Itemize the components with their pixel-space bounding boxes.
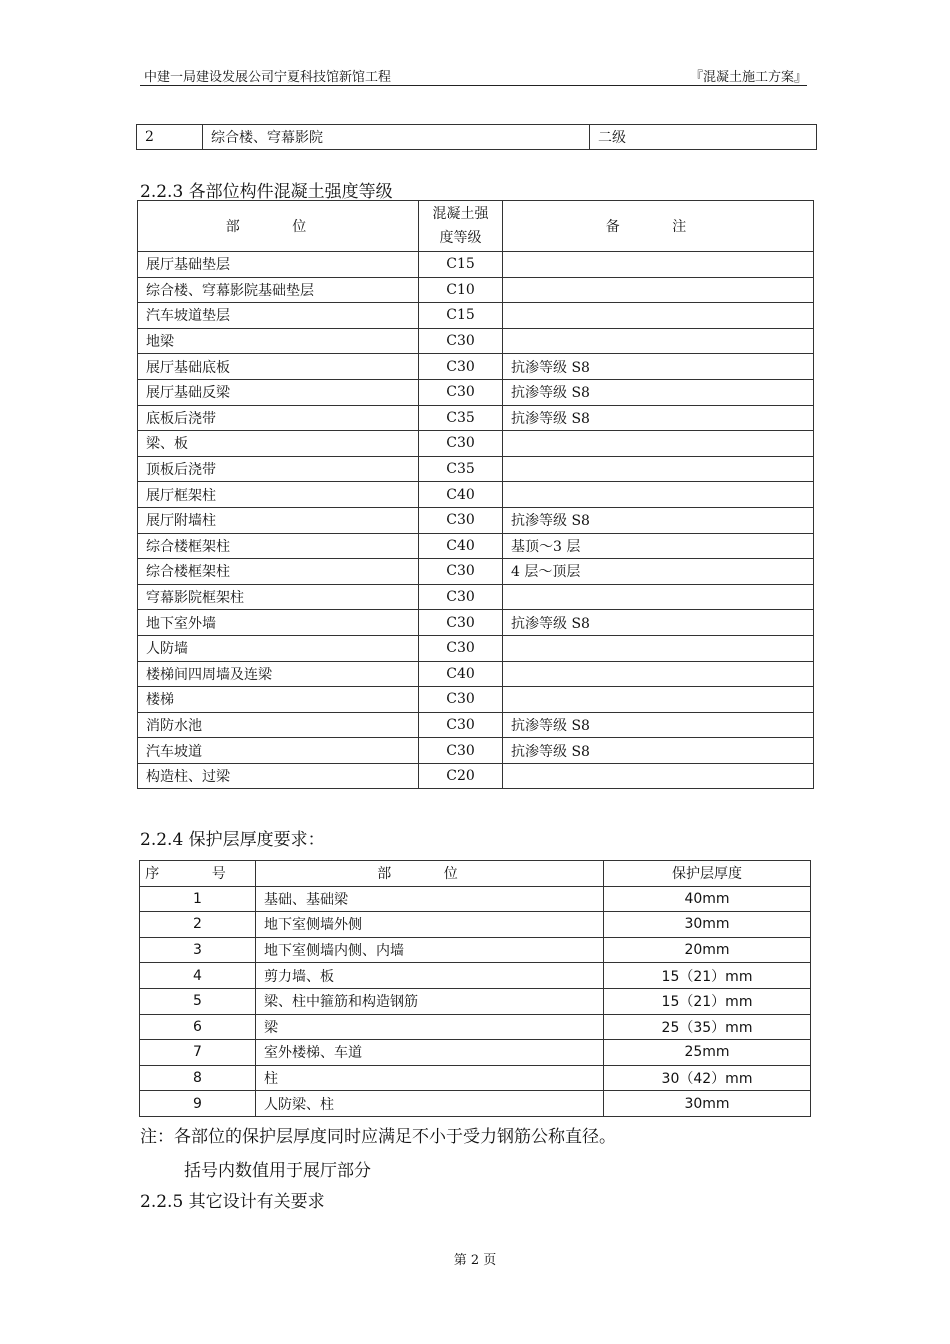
- strength-grade-cell: C30: [419, 610, 503, 636]
- table-row: [138, 533, 814, 559]
- table-row: [138, 328, 814, 354]
- strength-part-cell: 穹幕影院框架柱: [138, 584, 419, 610]
- cover-thickness-table: [139, 860, 811, 1117]
- building-grade-table: [136, 124, 817, 150]
- cover-part-cell: 地下室侧墙内侧、内墙: [256, 937, 604, 963]
- strength-grade-cell: C30: [419, 328, 503, 354]
- table-row: [138, 482, 814, 508]
- table-row: [138, 687, 814, 713]
- table-row: [138, 303, 814, 329]
- table-row: [140, 963, 811, 989]
- cover-part-cell: 基础、基础梁: [256, 886, 604, 912]
- strength-grade-cell: C40: [419, 482, 503, 508]
- cover-part-cell: 梁: [256, 1014, 604, 1040]
- cover-no-cell: 3: [140, 937, 256, 963]
- cover-part-cell: 剪力墙、板: [256, 963, 604, 989]
- cover-thickness-cell: 20mm: [604, 937, 811, 963]
- strength-grade-cell: C15: [419, 303, 503, 329]
- table-row: [138, 431, 814, 457]
- table-row: [140, 1014, 811, 1040]
- cover-thickness-cell: 15（21）mm: [604, 963, 811, 989]
- strength-note-cell: [503, 456, 814, 482]
- strength-part-cell: 综合楼、穹幕影院基础垫层: [138, 277, 419, 303]
- grade-row-no: 2: [137, 125, 203, 150]
- strength-grade-cell: C30: [419, 507, 503, 533]
- strength-grade-cell: C30: [419, 379, 503, 405]
- strength-part-cell: 楼梯间四周墙及连梁: [138, 661, 419, 687]
- strength-grade-cell: C40: [419, 533, 503, 559]
- cover-no-cell: 5: [140, 988, 256, 1014]
- header-note: 备 注: [503, 201, 814, 252]
- strength-part-cell: 综合楼框架柱: [138, 559, 419, 585]
- table-header-row: [138, 201, 814, 252]
- table-row: [138, 712, 814, 738]
- table-row: [140, 937, 811, 963]
- table-row: [138, 738, 814, 764]
- cover-thickness-cell: 25（35）mm: [604, 1014, 811, 1040]
- table-header-row: [140, 861, 811, 887]
- strength-grade-cell: C10: [419, 277, 503, 303]
- table-row: [140, 886, 811, 912]
- strength-grade-cell: C30: [419, 712, 503, 738]
- strength-note-cell: 4 层～顶层: [503, 559, 814, 585]
- concrete-strength-table: [137, 200, 814, 789]
- header-thickness: 保护层厚度: [604, 861, 811, 887]
- strength-part-cell: 底板后浇带: [138, 405, 419, 431]
- strength-note-cell: 基顶～3 层: [503, 533, 814, 559]
- cover-no-cell: 1: [140, 886, 256, 912]
- cover-thickness-cell: 40mm: [604, 886, 811, 912]
- table-row: [138, 456, 814, 482]
- strength-part-cell: 汽车坡道: [138, 738, 419, 764]
- strength-note-cell: [503, 584, 814, 610]
- cover-part-cell: 梁、柱中箍筋和构造钢筋: [256, 988, 604, 1014]
- strength-part-cell: 构造柱、过梁: [138, 763, 419, 789]
- strength-grade-cell: C30: [419, 635, 503, 661]
- strength-note-cell: [503, 661, 814, 687]
- cover-part-cell: 室外楼梯、车道: [256, 1040, 604, 1066]
- header-document-title: 『混凝土施工方案』: [689, 70, 807, 85]
- header-grade: 混凝土强 度等级: [419, 201, 503, 252]
- cover-thickness-cell: 15（21）mm: [604, 988, 811, 1014]
- strength-note-cell: [503, 763, 814, 789]
- strength-note-cell: [503, 277, 814, 303]
- strength-note-cell: 抗渗等级 S8: [503, 379, 814, 405]
- table-row: [138, 252, 814, 278]
- table-row: [138, 559, 814, 585]
- table-row: [140, 912, 811, 938]
- strength-note-cell: [503, 482, 814, 508]
- strength-part-cell: 人防墙: [138, 635, 419, 661]
- cover-thickness-cell: 30mm: [604, 1091, 811, 1117]
- strength-note-cell: 抗渗等级 S8: [503, 712, 814, 738]
- section-225-title: 2.2.5 其它设计有关要求: [140, 1192, 325, 1212]
- cover-thickness-cell: 25mm: [604, 1040, 811, 1066]
- header-part: 部 位: [256, 861, 604, 887]
- strength-note-cell: [503, 252, 814, 278]
- page-number: 第 2 页: [453, 1253, 497, 1268]
- table-row: [140, 988, 811, 1014]
- table-row: [138, 763, 814, 789]
- cover-no-cell: 9: [140, 1091, 256, 1117]
- table-row: [138, 584, 814, 610]
- cover-no-cell: 2: [140, 912, 256, 938]
- header-part: 部 位: [138, 201, 419, 252]
- strength-part-cell: 展厅基础反梁: [138, 379, 419, 405]
- strength-grade-cell: C30: [419, 559, 503, 585]
- strength-part-cell: 综合楼框架柱: [138, 533, 419, 559]
- table-row: [138, 354, 814, 380]
- strength-part-cell: 展厅框架柱: [138, 482, 419, 508]
- cover-no-cell: 8: [140, 1065, 256, 1091]
- grade-row-name: 综合楼、穹幕影院: [203, 125, 590, 150]
- table-row: [138, 405, 814, 431]
- strength-note-cell: [503, 431, 814, 457]
- strength-grade-cell: C20: [419, 763, 503, 789]
- table-row: [138, 635, 814, 661]
- section-224-title: 2.2.4 保护层厚度要求：: [140, 830, 325, 850]
- strength-note-cell: 抗渗等级 S8: [503, 507, 814, 533]
- page-header: [140, 64, 807, 86]
- strength-note-cell: 抗渗等级 S8: [503, 738, 814, 764]
- strength-part-cell: 梁、板: [138, 431, 419, 457]
- cover-thickness-cell: 30（42）mm: [604, 1065, 811, 1091]
- table-row: [138, 610, 814, 636]
- cover-no-cell: 6: [140, 1014, 256, 1040]
- table-row: [140, 1091, 811, 1117]
- header-no: 序 号: [140, 861, 256, 887]
- cover-thickness-cell: 30mm: [604, 912, 811, 938]
- strength-grade-cell: C30: [419, 687, 503, 713]
- strength-note-cell: [503, 328, 814, 354]
- strength-grade-cell: C40: [419, 661, 503, 687]
- strength-grade-cell: C35: [419, 405, 503, 431]
- table-row: [138, 277, 814, 303]
- cover-note-1: 注：各部位的保护层厚度同时应满足不小于受力钢筋公称直径。: [140, 1127, 616, 1147]
- strength-grade-cell: C30: [419, 431, 503, 457]
- strength-part-cell: 展厅基础垫层: [138, 252, 419, 278]
- strength-part-cell: 展厅基础底板: [138, 354, 419, 380]
- table-row: [138, 661, 814, 687]
- cover-no-cell: 7: [140, 1040, 256, 1066]
- header-project-name: 中建一局建设发展公司宁夏科技馆新馆工程: [144, 70, 392, 85]
- table-row: [140, 1040, 811, 1066]
- table-row: [137, 125, 817, 150]
- strength-note-cell: [503, 303, 814, 329]
- strength-part-cell: 地梁: [138, 328, 419, 354]
- strength-note-cell: 抗渗等级 S8: [503, 354, 814, 380]
- strength-grade-cell: C30: [419, 584, 503, 610]
- table-row: [140, 1065, 811, 1091]
- strength-note-cell: 抗渗等级 S8: [503, 610, 814, 636]
- strength-grade-cell: C15: [419, 252, 503, 278]
- cover-part-cell: 地下室侧墙外侧: [256, 912, 604, 938]
- table-row: [138, 507, 814, 533]
- strength-part-cell: 展厅附墙柱: [138, 507, 419, 533]
- cover-no-cell: 4: [140, 963, 256, 989]
- cover-part-cell: 人防梁、柱: [256, 1091, 604, 1117]
- strength-grade-cell: C35: [419, 456, 503, 482]
- strength-note-cell: [503, 687, 814, 713]
- table-row: [138, 379, 814, 405]
- strength-part-cell: 顶板后浇带: [138, 456, 419, 482]
- strength-part-cell: 地下室外墙: [138, 610, 419, 636]
- strength-grade-cell: C30: [419, 738, 503, 764]
- strength-part-cell: 消防水池: [138, 712, 419, 738]
- strength-note-cell: 抗渗等级 S8: [503, 405, 814, 431]
- grade-row-grade: 二级: [590, 125, 817, 150]
- cover-note-2: 括号内数值用于展厅部分: [184, 1161, 371, 1181]
- strength-grade-cell: C30: [419, 354, 503, 380]
- strength-part-cell: 汽车坡道垫层: [138, 303, 419, 329]
- cover-part-cell: 柱: [256, 1065, 604, 1091]
- strength-note-cell: [503, 635, 814, 661]
- section-223-title: 2.2.3 各部位构件混凝土强度等级: [140, 182, 393, 202]
- strength-part-cell: 楼梯: [138, 687, 419, 713]
